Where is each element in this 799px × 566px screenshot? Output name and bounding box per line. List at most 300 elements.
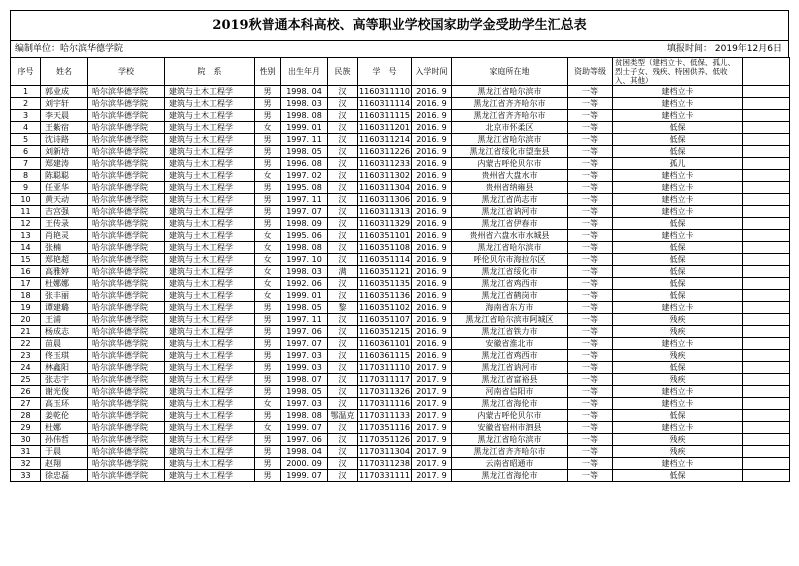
cell-department: 建筑与土木工程学 bbox=[165, 242, 255, 254]
table-row bbox=[11, 242, 790, 254]
cell-enroll-date: 2016. 9 bbox=[412, 98, 452, 110]
cell-index: 24 bbox=[11, 362, 41, 374]
meta-bar bbox=[10, 40, 789, 57]
cell-aid-level: 一等 bbox=[568, 134, 613, 146]
cell-poverty-type: 残疾 bbox=[613, 350, 743, 362]
cell-aid-level: 一等 bbox=[568, 146, 613, 158]
cell-gender: 男 bbox=[255, 314, 281, 326]
table-row bbox=[11, 446, 790, 458]
cell-department: 建筑与土木工程学 bbox=[165, 326, 255, 338]
cell-enroll-date: 2016. 9 bbox=[412, 110, 452, 122]
cell-school: 哈尔滨华德学院 bbox=[88, 86, 165, 98]
cell-student-id: 1160311313 bbox=[359, 206, 410, 216]
cell-student-id: 1160351102 bbox=[359, 302, 410, 312]
cell-aid-level: 一等 bbox=[568, 122, 613, 134]
cell-school: 哈尔滨华德学院 bbox=[88, 314, 165, 326]
cell-name: 陈聪聪 bbox=[41, 170, 88, 182]
cell-ethnicity: 汉 bbox=[328, 146, 358, 158]
cell-gender: 男 bbox=[255, 194, 281, 206]
cell-gender: 男 bbox=[255, 326, 281, 338]
cell-birth: 1997. 03 bbox=[281, 350, 328, 362]
cell-birth: 1992. 06 bbox=[281, 278, 328, 290]
cell-extra bbox=[743, 434, 790, 446]
cell-student-id: 1160311304 bbox=[359, 182, 410, 192]
cell-enroll-date: 2017. 9 bbox=[412, 422, 452, 434]
table-row bbox=[11, 266, 790, 278]
cell-aid-level: 一等 bbox=[568, 326, 613, 338]
cell-extra bbox=[743, 98, 790, 110]
cell-index: 9 bbox=[11, 182, 41, 194]
cell-extra bbox=[743, 134, 790, 146]
cell-name: 王传录 bbox=[41, 218, 88, 230]
cell-name: 李天晨 bbox=[41, 110, 88, 122]
cell-school: 哈尔滨华德学院 bbox=[88, 206, 165, 218]
cell-enroll-date: 2016. 9 bbox=[412, 302, 452, 314]
cell-birth: 1998. 08 bbox=[281, 110, 328, 122]
cell-home: 黑龙江省哈尔滨市阿城区 bbox=[452, 314, 568, 326]
student-table bbox=[10, 57, 790, 482]
cell-extra bbox=[743, 458, 790, 470]
table-row bbox=[11, 110, 790, 122]
table-row bbox=[11, 314, 790, 326]
table-row bbox=[11, 458, 790, 470]
cell-birth: 1996. 08 bbox=[281, 158, 328, 170]
cell-ethnicity: 汉 bbox=[328, 230, 358, 242]
header-poverty-type: 贫困类型（建档立卡、低保、孤儿、烈士子女、残疾、特困供养、低收入、其他） bbox=[613, 58, 743, 86]
cell-name: 刘宇轩 bbox=[41, 98, 88, 110]
cell-department: 建筑与土木工程学 bbox=[165, 110, 255, 122]
cell-enroll-date: 2016. 9 bbox=[412, 230, 452, 242]
cell-index: 20 bbox=[11, 314, 41, 326]
cell-student-id: 1160351136 bbox=[359, 290, 410, 300]
cell-home: 黑龙江省伊春市 bbox=[452, 218, 568, 230]
cell-ethnicity: 汉 bbox=[328, 350, 358, 362]
cell-ethnicity: 汉 bbox=[328, 110, 358, 122]
cell-student-id: 1160351121 bbox=[359, 266, 410, 276]
cell-poverty-type: 建档立卡 bbox=[613, 194, 743, 206]
cell-name: 杨成志 bbox=[41, 326, 88, 338]
cell-birth: 1997. 11 bbox=[281, 194, 328, 206]
cell-home: 呼伦贝尔市海拉尔区 bbox=[452, 254, 568, 266]
table-row bbox=[11, 230, 790, 242]
cell-birth: 1995. 08 bbox=[281, 182, 328, 194]
cell-aid-level: 一等 bbox=[568, 290, 613, 302]
table-row bbox=[11, 86, 790, 98]
cell-aid-level: 一等 bbox=[568, 470, 613, 482]
cell-school: 哈尔滨华德学院 bbox=[88, 446, 165, 458]
cell-school: 哈尔滨华德学院 bbox=[88, 278, 165, 290]
cell-poverty-type: 建档立卡 bbox=[613, 86, 743, 98]
cell-birth: 1999. 01 bbox=[281, 122, 328, 134]
cell-ethnicity: 汉 bbox=[328, 242, 358, 254]
cell-school: 哈尔滨华德学院 bbox=[88, 386, 165, 398]
cell-poverty-type: 建档立卡 bbox=[613, 458, 743, 470]
table-body bbox=[11, 86, 790, 482]
cell-home: 海南省东方市 bbox=[452, 302, 568, 314]
cell-birth: 2000. 09 bbox=[281, 458, 328, 470]
cell-index: 22 bbox=[11, 338, 41, 350]
cell-aid-level: 一等 bbox=[568, 98, 613, 110]
cell-enroll-date: 2016. 9 bbox=[412, 254, 452, 266]
cell-gender: 女 bbox=[255, 170, 281, 182]
cell-index: 26 bbox=[11, 386, 41, 398]
cell-enroll-date: 2017. 9 bbox=[412, 374, 452, 386]
cell-poverty-type: 低保 bbox=[613, 122, 743, 134]
cell-poverty-type: 建档立卡 bbox=[613, 110, 743, 122]
cell-aid-level: 一等 bbox=[568, 218, 613, 230]
cell-school: 哈尔滨华德学院 bbox=[88, 194, 165, 206]
cell-aid-level: 一等 bbox=[568, 422, 613, 434]
cell-ethnicity: 汉 bbox=[328, 98, 358, 110]
cell-gender: 男 bbox=[255, 86, 281, 98]
cell-extra bbox=[743, 206, 790, 218]
cell-index: 30 bbox=[11, 434, 41, 446]
cell-poverty-type: 建档立卡 bbox=[613, 398, 743, 410]
cell-enroll-date: 2016. 9 bbox=[412, 86, 452, 98]
cell-school: 哈尔滨华德学院 bbox=[88, 266, 165, 278]
cell-index: 23 bbox=[11, 350, 41, 362]
cell-school: 哈尔滨华德学院 bbox=[88, 110, 165, 122]
cell-enroll-date: 2016. 9 bbox=[412, 122, 452, 134]
cell-index: 17 bbox=[11, 278, 41, 290]
header-student-id: 学 号 bbox=[358, 58, 412, 86]
header-birth: 出生年月 bbox=[281, 58, 328, 86]
cell-department: 建筑与土木工程学 bbox=[165, 314, 255, 326]
cell-enroll-date: 2017. 9 bbox=[412, 398, 452, 410]
cell-index: 16 bbox=[11, 266, 41, 278]
cell-poverty-type: 建档立卡 bbox=[613, 182, 743, 194]
table-row bbox=[11, 290, 790, 302]
cell-name: 杜娜 bbox=[41, 422, 88, 434]
cell-index: 15 bbox=[11, 254, 41, 266]
cell-poverty-type: 低保 bbox=[613, 266, 743, 278]
table-row bbox=[11, 254, 790, 266]
cell-home: 黑龙江省鸡西市 bbox=[452, 278, 568, 290]
cell-student-id: 1160311110 bbox=[359, 86, 410, 96]
cell-name: 于晨 bbox=[41, 446, 88, 458]
cell-poverty-type: 建档立卡 bbox=[613, 206, 743, 218]
table-row bbox=[11, 302, 790, 314]
cell-department: 建筑与土木工程学 bbox=[165, 86, 255, 98]
cell-extra bbox=[743, 302, 790, 314]
header-ethnicity: 民族 bbox=[328, 58, 358, 86]
cell-index: 31 bbox=[11, 446, 41, 458]
cell-poverty-type: 低保 bbox=[613, 470, 743, 482]
cell-school: 哈尔滨华德学院 bbox=[88, 470, 165, 482]
cell-department: 建筑与土木工程学 bbox=[165, 158, 255, 170]
header-index: 序号 bbox=[11, 58, 41, 86]
cell-ethnicity: 黎 bbox=[328, 302, 358, 314]
cell-enroll-date: 2017. 9 bbox=[412, 386, 452, 398]
table-row bbox=[11, 98, 790, 110]
cell-department: 建筑与土木工程学 bbox=[165, 278, 255, 290]
cell-aid-level: 一等 bbox=[568, 242, 613, 254]
cell-ethnicity: 鄂温克 bbox=[328, 410, 358, 422]
cell-poverty-type: 建档立卡 bbox=[613, 386, 743, 398]
table-row bbox=[11, 194, 790, 206]
cell-home: 黑龙江省海伦市 bbox=[452, 470, 568, 482]
cell-name: 刘新培 bbox=[41, 146, 88, 158]
cell-home: 黑龙江省铁力市 bbox=[452, 326, 568, 338]
cell-extra bbox=[743, 242, 790, 254]
cell-enroll-date: 2016. 9 bbox=[412, 278, 452, 290]
cell-school: 哈尔滨华德学院 bbox=[88, 398, 165, 410]
cell-name: 孙伟哲 bbox=[41, 434, 88, 446]
cell-extra bbox=[743, 314, 790, 326]
cell-poverty-type: 残疾 bbox=[613, 314, 743, 326]
cell-home: 黑龙江省绥化市 bbox=[452, 266, 568, 278]
cell-school: 哈尔滨华德学院 bbox=[88, 242, 165, 254]
cell-poverty-type: 低保 bbox=[613, 134, 743, 146]
cell-school: 哈尔滨华德学院 bbox=[88, 158, 165, 170]
cell-student-id: 1160311302 bbox=[359, 170, 410, 180]
cell-gender: 男 bbox=[255, 350, 281, 362]
cell-ethnicity: 汉 bbox=[328, 326, 358, 338]
cell-index: 1 bbox=[11, 86, 41, 98]
cell-student-id: 1160311201 bbox=[359, 122, 410, 132]
cell-department: 建筑与土木工程学 bbox=[165, 386, 255, 398]
cell-enroll-date: 2016. 9 bbox=[412, 242, 452, 254]
cell-aid-level: 一等 bbox=[568, 350, 613, 362]
document-title: 2019秋普通本科高校、高等职业学校国家助学金受助学生汇总表 bbox=[10, 10, 789, 40]
cell-index: 21 bbox=[11, 326, 41, 338]
cell-gender: 女 bbox=[255, 278, 281, 290]
cell-school: 哈尔滨华德学院 bbox=[88, 170, 165, 182]
cell-extra bbox=[743, 266, 790, 278]
cell-extra bbox=[743, 446, 790, 458]
cell-gender: 男 bbox=[255, 206, 281, 218]
cell-department: 建筑与土木工程学 bbox=[165, 398, 255, 410]
cell-name: 郑艳超 bbox=[41, 254, 88, 266]
cell-ethnicity: 汉 bbox=[328, 170, 358, 182]
cell-index: 18 bbox=[11, 290, 41, 302]
cell-birth: 1998. 05 bbox=[281, 302, 328, 314]
cell-school: 哈尔滨华德学院 bbox=[88, 350, 165, 362]
cell-home: 贵州省大盘水市 bbox=[452, 170, 568, 182]
cell-gender: 男 bbox=[255, 470, 281, 482]
cell-birth: 1998. 03 bbox=[281, 98, 328, 110]
table-row bbox=[11, 206, 790, 218]
cell-poverty-type: 建档立卡 bbox=[613, 302, 743, 314]
cell-department: 建筑与土木工程学 bbox=[165, 170, 255, 182]
table-row bbox=[11, 170, 790, 182]
cell-index: 12 bbox=[11, 218, 41, 230]
cell-home: 内蒙古呼伦贝尔市 bbox=[452, 158, 568, 170]
cell-gender: 女 bbox=[255, 122, 281, 134]
cell-birth: 1997. 11 bbox=[281, 134, 328, 146]
cell-department: 建筑与土木工程学 bbox=[165, 446, 255, 458]
cell-extra bbox=[743, 386, 790, 398]
cell-birth: 1997. 06 bbox=[281, 434, 328, 446]
cell-extra bbox=[743, 374, 790, 386]
cell-aid-level: 一等 bbox=[568, 182, 613, 194]
cell-birth: 1999. 03 bbox=[281, 362, 328, 374]
cell-gender: 女 bbox=[255, 398, 281, 410]
cell-gender: 男 bbox=[255, 338, 281, 350]
cell-name: 王浦 bbox=[41, 314, 88, 326]
cell-student-id: 1170351126 bbox=[359, 434, 410, 444]
cell-gender: 女 bbox=[255, 422, 281, 434]
cell-poverty-type: 低保 bbox=[613, 362, 743, 374]
header-aid-level: 资助等级 bbox=[568, 58, 613, 86]
cell-school: 哈尔滨华德学院 bbox=[88, 230, 165, 242]
cell-extra bbox=[743, 338, 790, 350]
cell-home: 黑龙江省鹤岗市 bbox=[452, 290, 568, 302]
cell-student-id: 1160351107 bbox=[359, 314, 410, 324]
cell-gender: 女 bbox=[255, 242, 281, 254]
cell-birth: 1998. 09 bbox=[281, 218, 328, 230]
table-row bbox=[11, 350, 790, 362]
cell-enroll-date: 2017. 9 bbox=[412, 434, 452, 446]
cell-student-id: 1160351101 bbox=[359, 230, 410, 240]
cell-school: 哈尔滨华德学院 bbox=[88, 182, 165, 194]
cell-birth: 1998. 08 bbox=[281, 242, 328, 254]
cell-student-id: 1160311115 bbox=[359, 110, 410, 120]
cell-gender: 男 bbox=[255, 374, 281, 386]
cell-extra bbox=[743, 398, 790, 410]
cell-student-id: 1160351135 bbox=[359, 278, 410, 288]
cell-department: 建筑与土木工程学 bbox=[165, 434, 255, 446]
cell-ethnicity: 汉 bbox=[328, 290, 358, 302]
cell-aid-level: 一等 bbox=[568, 386, 613, 398]
cell-department: 建筑与土木工程学 bbox=[165, 182, 255, 194]
cell-birth: 1999. 01 bbox=[281, 290, 328, 302]
cell-department: 建筑与土木工程学 bbox=[165, 194, 255, 206]
cell-ethnicity: 汉 bbox=[328, 446, 358, 458]
cell-poverty-type: 建档立卡 bbox=[613, 422, 743, 434]
cell-student-id: 1170311133 bbox=[359, 410, 410, 420]
cell-ethnicity: 汉 bbox=[328, 362, 358, 374]
cell-gender: 男 bbox=[255, 158, 281, 170]
cell-name: 姜乾伦 bbox=[41, 410, 88, 422]
cell-name: 林鑫阳 bbox=[41, 362, 88, 374]
table-row bbox=[11, 278, 790, 290]
cell-gender: 男 bbox=[255, 446, 281, 458]
cell-aid-level: 一等 bbox=[568, 206, 613, 218]
cell-poverty-type: 孤儿 bbox=[613, 158, 743, 170]
cell-index: 10 bbox=[11, 194, 41, 206]
cell-aid-level: 一等 bbox=[568, 278, 613, 290]
cell-ethnicity: 汉 bbox=[328, 386, 358, 398]
cell-home: 贵州省纳雍县 bbox=[452, 182, 568, 194]
cell-enroll-date: 2016. 9 bbox=[412, 182, 452, 194]
cell-department: 建筑与土木工程学 bbox=[165, 422, 255, 434]
cell-enroll-date: 2016. 9 bbox=[412, 266, 452, 278]
cell-enroll-date: 2016. 9 bbox=[412, 170, 452, 182]
table-row bbox=[11, 422, 790, 434]
cell-name: 张志宇 bbox=[41, 374, 88, 386]
cell-index: 4 bbox=[11, 122, 41, 134]
cell-extra bbox=[743, 422, 790, 434]
cell-school: 哈尔滨华德学院 bbox=[88, 290, 165, 302]
cell-aid-level: 一等 bbox=[568, 410, 613, 422]
cell-name: 任亚华 bbox=[41, 182, 88, 194]
header-home: 家庭所在地 bbox=[452, 58, 568, 86]
cell-extra bbox=[743, 326, 790, 338]
cell-extra bbox=[743, 122, 790, 134]
cell-student-id: 1170311110 bbox=[359, 362, 410, 372]
cell-enroll-date: 2016. 9 bbox=[412, 146, 452, 158]
cell-student-id: 1160361115 bbox=[359, 350, 410, 360]
cell-student-id: 1160311114 bbox=[359, 98, 410, 108]
cell-ethnicity: 汉 bbox=[328, 458, 358, 470]
cell-home: 河南省信阳市 bbox=[452, 386, 568, 398]
cell-birth: 1995. 06 bbox=[281, 230, 328, 242]
cell-birth: 1998. 03 bbox=[281, 266, 328, 278]
cell-school: 哈尔滨华德学院 bbox=[88, 434, 165, 446]
cell-student-id: 1160361101 bbox=[359, 338, 410, 348]
cell-school: 哈尔滨华德学院 bbox=[88, 218, 165, 230]
cell-student-id: 1170311238 bbox=[359, 458, 410, 468]
cell-birth: 1998. 04 bbox=[281, 446, 328, 458]
cell-aid-level: 一等 bbox=[568, 398, 613, 410]
cell-ethnicity: 汉 bbox=[328, 314, 358, 326]
cell-aid-level: 一等 bbox=[568, 194, 613, 206]
table-row bbox=[11, 338, 790, 350]
table-row bbox=[11, 158, 790, 170]
cell-aid-level: 一等 bbox=[568, 266, 613, 278]
cell-gender: 男 bbox=[255, 218, 281, 230]
table-row bbox=[11, 218, 790, 230]
header-extra bbox=[743, 58, 790, 86]
cell-name: 黄天动 bbox=[41, 194, 88, 206]
cell-school: 哈尔滨华德学院 bbox=[88, 98, 165, 110]
table-row bbox=[11, 122, 790, 134]
cell-ethnicity: 汉 bbox=[328, 374, 358, 386]
cell-aid-level: 一等 bbox=[568, 302, 613, 314]
cell-aid-level: 一等 bbox=[568, 86, 613, 98]
header-row bbox=[11, 58, 790, 86]
cell-home: 云南省昭通市 bbox=[452, 458, 568, 470]
cell-ethnicity: 满 bbox=[328, 266, 358, 278]
table-row bbox=[11, 470, 790, 482]
table-row bbox=[11, 386, 790, 398]
table-row bbox=[11, 398, 790, 410]
cell-school: 哈尔滨华德学院 bbox=[88, 254, 165, 266]
cell-student-id: 1160351108 bbox=[359, 242, 410, 252]
cell-extra bbox=[743, 146, 790, 158]
table-row bbox=[11, 374, 790, 386]
cell-school: 哈尔滨华德学院 bbox=[88, 338, 165, 350]
cell-school: 哈尔滨华德学院 bbox=[88, 146, 165, 158]
cell-school: 哈尔滨华德学院 bbox=[88, 362, 165, 374]
cell-index: 19 bbox=[11, 302, 41, 314]
cell-poverty-type: 建档立卡 bbox=[613, 98, 743, 110]
cell-enroll-date: 2016. 9 bbox=[412, 326, 452, 338]
cell-extra bbox=[743, 110, 790, 122]
cell-home: 黑龙江省尚志市 bbox=[452, 194, 568, 206]
cell-department: 建筑与土木工程学 bbox=[165, 302, 255, 314]
cell-ethnicity: 汉 bbox=[328, 434, 358, 446]
cell-poverty-type: 低保 bbox=[613, 254, 743, 266]
cell-enroll-date: 2016. 9 bbox=[412, 218, 452, 230]
cell-home: 黑龙江省齐齐哈尔市 bbox=[452, 98, 568, 110]
cell-student-id: 1170311326 bbox=[359, 386, 410, 396]
cell-name: 佟玉琪 bbox=[41, 350, 88, 362]
cell-enroll-date: 2016. 9 bbox=[412, 290, 452, 302]
cell-department: 建筑与土木工程学 bbox=[165, 362, 255, 374]
cell-department: 建筑与土木工程学 bbox=[165, 218, 255, 230]
header-department: 院 系 bbox=[165, 58, 255, 86]
cell-enroll-date: 2016. 9 bbox=[412, 206, 452, 218]
cell-school: 哈尔滨华德学院 bbox=[88, 410, 165, 422]
cell-name: 赵翔 bbox=[41, 458, 88, 470]
cell-gender: 男 bbox=[255, 458, 281, 470]
cell-birth: 1997. 07 bbox=[281, 338, 328, 350]
cell-gender: 女 bbox=[255, 254, 281, 266]
cell-name: 高玉环 bbox=[41, 398, 88, 410]
cell-aid-level: 一等 bbox=[568, 170, 613, 182]
